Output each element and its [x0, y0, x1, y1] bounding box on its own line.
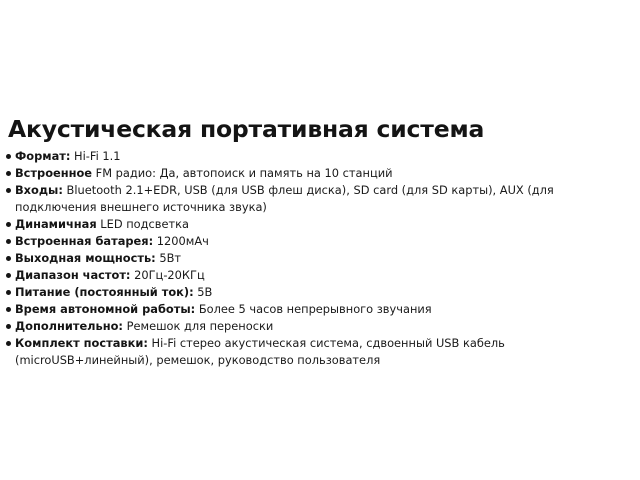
- spec-value: 5Вт: [155, 251, 182, 265]
- spec-inputs: [6, 182, 636, 216]
- spec-format: [6, 148, 636, 165]
- spec-value: Hi-Fi стерео акустическая система, сдвоенный USB кабель (microUSB+линейный), ремешок, руководство пользователя: [15, 336, 505, 367]
- bullet-icon: [6, 307, 11, 312]
- spec-label: Формат:: [15, 149, 71, 163]
- spec-label: Входы:: [15, 183, 63, 197]
- spec-battery: [6, 233, 636, 250]
- bullet-icon: [6, 154, 11, 159]
- bullet-icon: [6, 341, 11, 346]
- bullet-icon: [6, 188, 11, 193]
- spec-led: [6, 216, 636, 233]
- spec-value: FM радио: Да, автопоиск и память на 10 станций: [92, 166, 393, 180]
- spec-label: Комплект поставки:: [15, 336, 148, 350]
- spec-value: LED подсветка: [96, 217, 189, 231]
- bullet-icon: [6, 324, 11, 329]
- bullet-icon: [6, 290, 11, 295]
- spec-value: 5В: [193, 285, 213, 299]
- spec-label: Диапазон частот:: [15, 268, 131, 282]
- spec-value: Hi-Fi 1.1: [70, 149, 121, 163]
- page-title: Акустическая портативная система: [8, 115, 485, 143]
- spec-label: Встроенная батарея:: [15, 234, 154, 248]
- spec-power-output: [6, 250, 636, 267]
- bullet-icon: [6, 273, 11, 278]
- spec-frequency-range: [6, 267, 636, 284]
- bullet-icon: [6, 222, 11, 227]
- spec-value: 20Гц-20КГц: [130, 268, 205, 282]
- spec-label: Питание (постоянный ток):: [15, 285, 194, 299]
- spec-label: Динамичная: [15, 217, 97, 231]
- bullet-icon: [6, 256, 11, 261]
- bullet-icon: [6, 239, 11, 244]
- spec-value: Bluetooth 2.1+EDR, USB (для USB флеш диска), SD card (для SD карты), AUX (для подключения внешнего источника звука): [15, 183, 554, 214]
- spec-label: Выходная мощность:: [15, 251, 156, 265]
- spec-value: Более 5 часов непрерывного звучания: [195, 302, 432, 316]
- spec-list: [6, 148, 636, 369]
- spec-value: 1200мАч: [153, 234, 209, 248]
- spec-fm-radio: [6, 165, 636, 182]
- spec-label: Встроенное: [15, 166, 93, 180]
- spec-package-contents: [6, 335, 636, 369]
- spec-power-supply: [6, 284, 636, 301]
- spec-battery-life: [6, 301, 636, 318]
- spec-label: Время автономной работы:: [15, 302, 196, 316]
- spec-value: Ремешок для переноски: [122, 319, 274, 333]
- spec-label: Дополнительно:: [15, 319, 123, 333]
- spec-extras: [6, 318, 636, 335]
- bullet-icon: [6, 171, 11, 176]
